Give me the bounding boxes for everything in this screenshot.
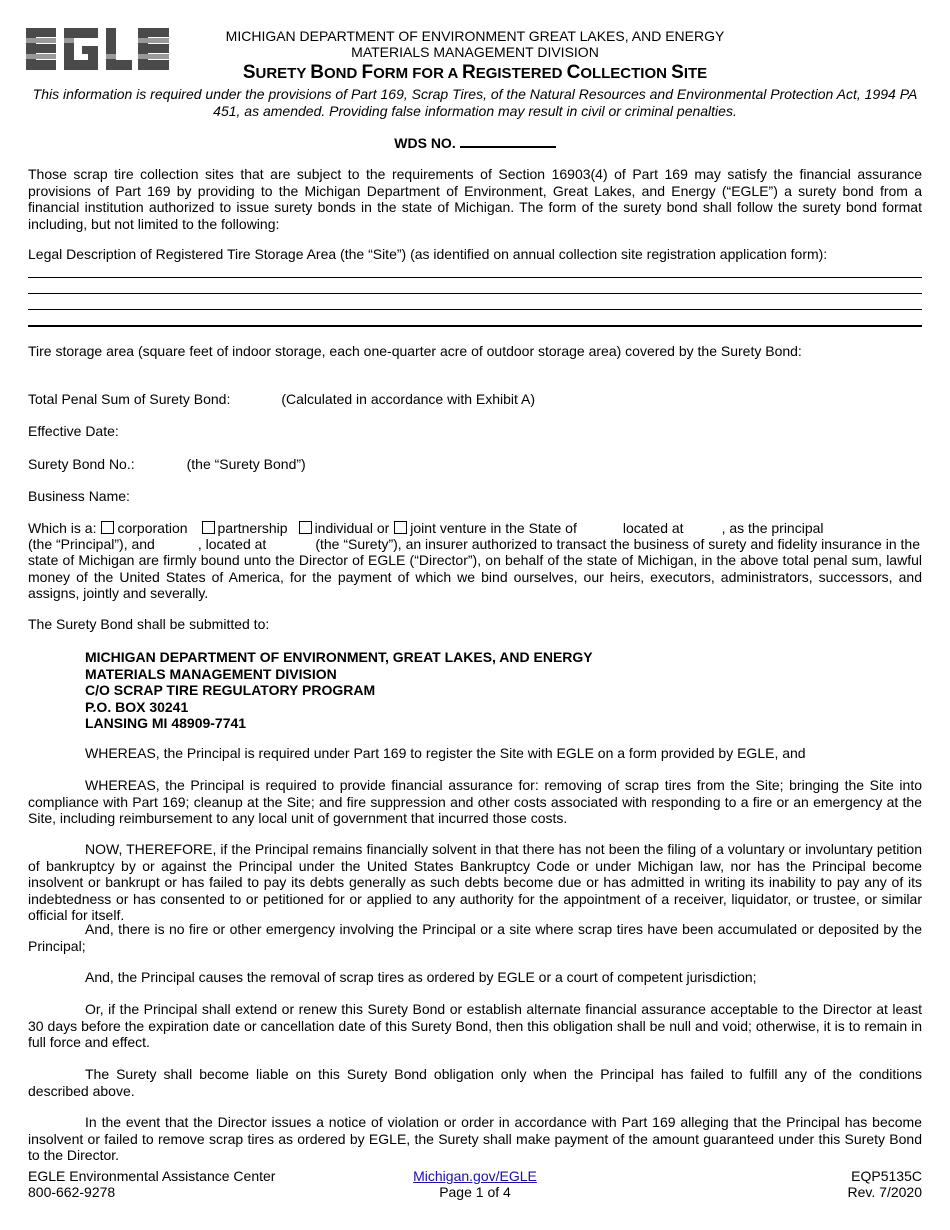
legal-description-line-1[interactable] (28, 277, 922, 278)
egle-logo (26, 26, 170, 72)
legal-notice: This information is required under the provisions of Part 169, Scrap Tires, of the Natural Resources and Environmental Protection Act, 1994 PA 451, as amended. Providing false information may result in civil or criminal penalties. (32, 86, 918, 119)
department-name: MICHIGAN DEPARTMENT OF ENVIRONMENT GREAT LAKES, AND ENERGY (225, 28, 725, 44)
legal-description-label: Legal Description of Registered Tire Storage Area (the “Site”) (as identified on annual collection site registration application form): (28, 246, 828, 262)
penal-sum-note: (Calculated in accordance with Exhibit A) (281, 391, 536, 407)
mailing-address: MICHIGAN DEPARTMENT OF ENVIRONMENT, GREAT LAKES, AND ENERGY MATERIALS MANAGEMENT DIVISION C/O SCRAP TIRE REGULATORY PROGRAM P.O. BOX 30241 LANSING MI 48909-7741 (85, 649, 593, 731)
wds-number-field: WDS NO. (0, 134, 950, 152)
individual-checkbox[interactable] (299, 521, 312, 534)
entity-type-line: Which is a: corporation partnership individual or joint venture in the State of located at , as the principal (28, 520, 824, 536)
clause-payment: In the event that the Director issues a notice of violation or order in accordance with Part 169 alleging that the Principal has become insolvent or failed to remove scrap tires as ordered by EGLE, the Surety shall make payment of the amount guaranteed under this Surety Bond to the Director. (28, 1114, 922, 1163)
bond-number-field (28, 456, 922, 473)
clause-whereas-1: WHEREAS, the Principal is required under Part 169 to register the Site with EGLE on a form provided by EGLE, and (85, 745, 806, 761)
clause-now-therefore: NOW, THEREFORE, if the Principal remains financially solvent in that there has not been the filing of a voluntary or involuntary petition of bankruptcy by or against the Principal under the United States Bankruptcy Code or under Michigan law, nor has the Principal become insolvent or bankrupt or has failed to pay its debts generally as such debts become due or has admitted in writing its inability to pay any of its indebtedness or has consented to or petitioned for or applied to any authority for the appointment of a receiver, liquidator, or trustee, or similar official for itself. (28, 841, 922, 923)
form-title: SURETY BOND FORM FOR A REGISTERED COLLECTION SITE (242, 62, 708, 83)
egle-website-link[interactable]: Michigan.gov/EGLE (413, 1168, 537, 1184)
partnership-checkbox[interactable] (202, 521, 215, 534)
legal-description-line-3[interactable] (28, 309, 922, 310)
legal-description-line-4[interactable] (28, 325, 922, 327)
business-name-label: Business Name: (28, 488, 130, 504)
bond-number-note: (the “Surety Bond”) (186, 456, 306, 472)
clause-whereas-2: WHEREAS, the Principal is required to provide financial assurance for: removing of scrap tires from the Site; bringing the Site into compliance with Part 169; cleanup at the Site; and fire suppression and other costs associated with responding to a fire or an emergency at the Site, including reimbursement to any local unit of government that incurred those costs. (28, 777, 922, 826)
form-number: EQP5135C (851, 1168, 922, 1184)
footer-form-info (848, 1168, 922, 1200)
clause-removal: And, the Principal causes the removal of scrap tires as ordered by EGLE or a court of competent jurisdiction; (85, 969, 757, 985)
corporation-checkbox[interactable] (101, 521, 114, 534)
page-number: Page 1 of 4 (439, 1184, 511, 1200)
clause-no-fire: And, there is no fire or other emergency involving the Principal or a site where scrap tires have been accumulated or deposited by the Principal; (28, 921, 922, 954)
storage-area-label: Tire storage area (square feet of indoor storage, each one-quarter acre of outdoor storage area) covered by the Surety Bond: (28, 343, 802, 359)
clause-renewal: Or, if the Principal shall extend or renew this Surety Bond or establish alternate financial assurance acceptable to the Director at least 30 days before the expiration date or cancellation date of this Surety Bond, then this obligation shall be null and void; otherwise, it is to remain in full force and effect. (28, 1001, 922, 1050)
bond-number-label: Surety Bond No.: (28, 456, 135, 472)
footer-contact: EGLE Environmental Assistance Center 800-662-9278 (28, 1168, 276, 1200)
effective-date-label: Effective Date: (28, 423, 119, 439)
submit-to-label: The Surety Bond shall be submitted to: (28, 616, 270, 632)
legal-description-line-2[interactable] (28, 293, 922, 294)
bound-paragraph: state of Michigan are firmly bound unto the Director of EGLE (“Director”), on behalf of the state of Michigan, in the above total penal sum, lawful money of the United States of America, for the payment of which we bind ourselves, our heirs, executors, administrators, successors, and assigns, jointly and severally. (28, 552, 922, 601)
wds-number-input[interactable] (460, 134, 556, 148)
surety-line: (the “Principal”), and , located at (the “Surety”), an insurer authorized to transact the business of surety and fidelity insurance in the (28, 536, 920, 552)
footer-center (375, 1168, 575, 1200)
division-name: MATERIALS MANAGEMENT DIVISION (351, 44, 599, 60)
clause-liability: The Surety shall become liable on this Surety Bond obligation only when the Principal has failed to fulfill any of the conditions described above. (28, 1066, 922, 1099)
penal-sum-label: Total Penal Sum of Surety Bond: (28, 391, 231, 407)
intro-paragraph: Those scrap tire collection sites that are subject to the requirements of Section 16903(4) of Part 169 may satisfy the financial assurance provisions of Part 169 by providing to the Michigan Department of Environment, Great Lakes, and Energy (“EGLE”) a surety bond from a financial institution authorized to issue surety bonds in the state of Michigan. The form of the surety bond shall follow the surety bond format including, but not limited to the following: (28, 166, 922, 232)
penal-sum-field (28, 391, 922, 408)
revision-date: Rev. 7/2020 (847, 1184, 922, 1200)
joint-venture-checkbox[interactable] (394, 521, 407, 534)
